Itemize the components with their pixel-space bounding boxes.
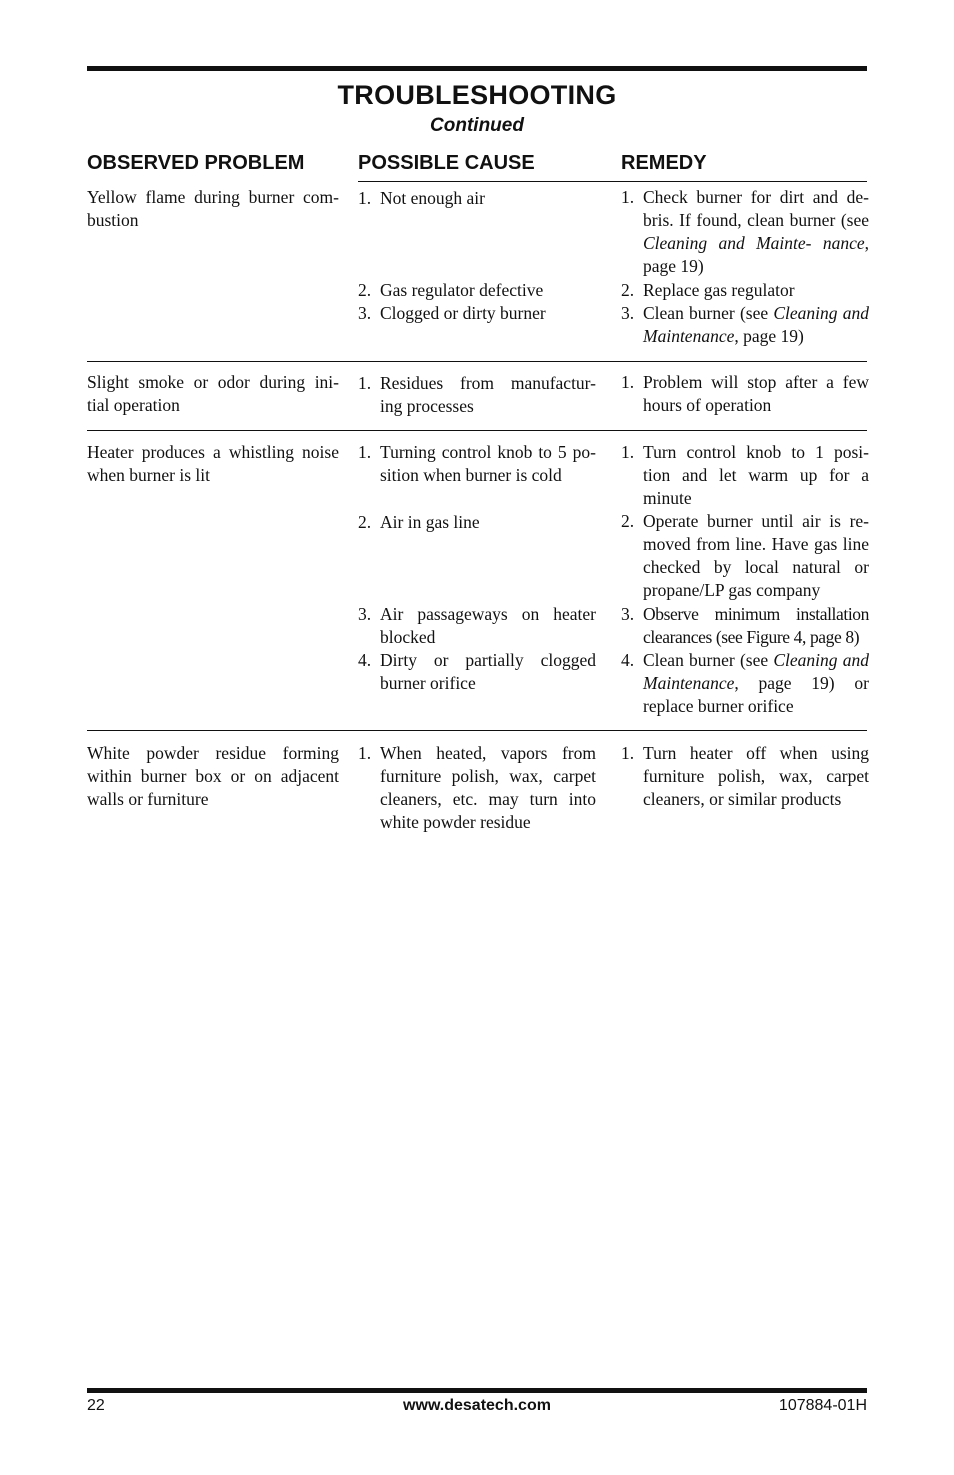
cause-text: Air in gas line — [380, 512, 480, 532]
cause-text: When heated, vapors from furniture polish, wax, carpet cleaners, etc. may turn into white powder residue — [380, 743, 596, 832]
remedy-number: 1. — [621, 442, 635, 462]
column-header-problem: OBSERVED PROBLEM — [87, 152, 305, 174]
remedy-number: 1. — [621, 372, 635, 392]
problem-text: Slight smoke or odor during ini- tial operation — [87, 372, 339, 415]
cause-number: 3. — [358, 303, 372, 323]
page-subtitle: Continued — [430, 115, 524, 136]
reference-title: Cleaning and Mainte- nance — [643, 233, 865, 253]
remedy-text: Check burner for dirt and de- bris. If found, clean burner (see Cleaning and Mainte- nance, page 19) — [643, 187, 869, 276]
remedy-text: Turn heater off when using furniture polish, wax, carpet cleaners, or similar products — [643, 743, 869, 809]
cause-text: Turning control knob to 5 po- sition when burner is cold — [380, 442, 596, 485]
remedy-number: 3. — [621, 303, 635, 323]
cause-text: Clogged or dirty burner — [380, 303, 546, 323]
problem-text: White powder residue forming within burner box or on adjacent walls or furniture — [87, 743, 339, 809]
cause-text: Dirty or partially clogged burner orifice — [380, 650, 596, 693]
cause-number: 1. — [358, 188, 372, 208]
remedy-text: Replace gas regulator — [643, 280, 795, 300]
remedy-text: Clean burner (see Cleaning and Maintenance, page 19) or replace burner orifice — [643, 650, 869, 716]
remedy-number: 4. — [621, 650, 635, 670]
remedy-number: 1. — [621, 187, 635, 207]
remedy-number: 2. — [621, 280, 635, 300]
column-header-cause: POSSIBLE CAUSE — [358, 152, 535, 174]
cause-number: 2. — [358, 512, 372, 532]
problem-text: Heater produces a whistling noise when burner is lit — [87, 442, 339, 485]
website-link[interactable]: www.desatech.com — [403, 1397, 551, 1414]
page-title: TROUBLESHOOTING — [337, 80, 617, 110]
cause-number: 1. — [358, 743, 372, 763]
column-header-remedy: REMEDY — [621, 152, 707, 174]
remedy-text: Operate burner until air is re- moved from line. Have gas line checked by local natural or propane/LP gas company — [643, 511, 869, 600]
top-rule — [87, 66, 867, 71]
cause-text: Gas regulator defective — [380, 280, 544, 300]
cause-number: 3. — [358, 604, 372, 624]
header-divider — [358, 181, 867, 182]
row-divider — [87, 730, 867, 731]
remedy-number: 2. — [621, 511, 635, 531]
cause-number: 1. — [358, 442, 372, 462]
remedy-text: Turn control knob to 1 posi- tion and let warm up for a minute — [643, 442, 869, 508]
row-divider — [87, 430, 867, 431]
remedy-text: Problem will stop after a few hours of operation — [643, 372, 869, 415]
row-divider — [87, 361, 867, 362]
cause-text: Residues from manufactur- ing processes — [380, 373, 596, 416]
remedy-number: 1. — [621, 743, 635, 763]
cause-number: 4. — [358, 650, 372, 670]
remedy-text: Observe minimum installation clearances (see Figure 4, page 8) — [643, 604, 869, 647]
reference-title: Cleaning and Maintenance — [643, 650, 869, 693]
remedy-text: Clean burner (see Cleaning and Maintenance, page 19) — [643, 303, 869, 346]
remedy-number: 3. — [621, 604, 635, 624]
reference-title: Cleaning and Maintenance — [643, 303, 869, 346]
problem-text: Yellow flame during burner com- bustion — [87, 187, 339, 230]
cause-number: 1. — [358, 373, 372, 393]
cause-text: Air passageways on heater blocked — [380, 604, 596, 647]
cause-number: 2. — [358, 280, 372, 300]
cause-text: Not enough air — [380, 188, 485, 208]
bottom-rule — [87, 1388, 867, 1393]
document-number: 107884-01H — [778, 1397, 867, 1414]
page-number: 22 — [87, 1397, 105, 1414]
